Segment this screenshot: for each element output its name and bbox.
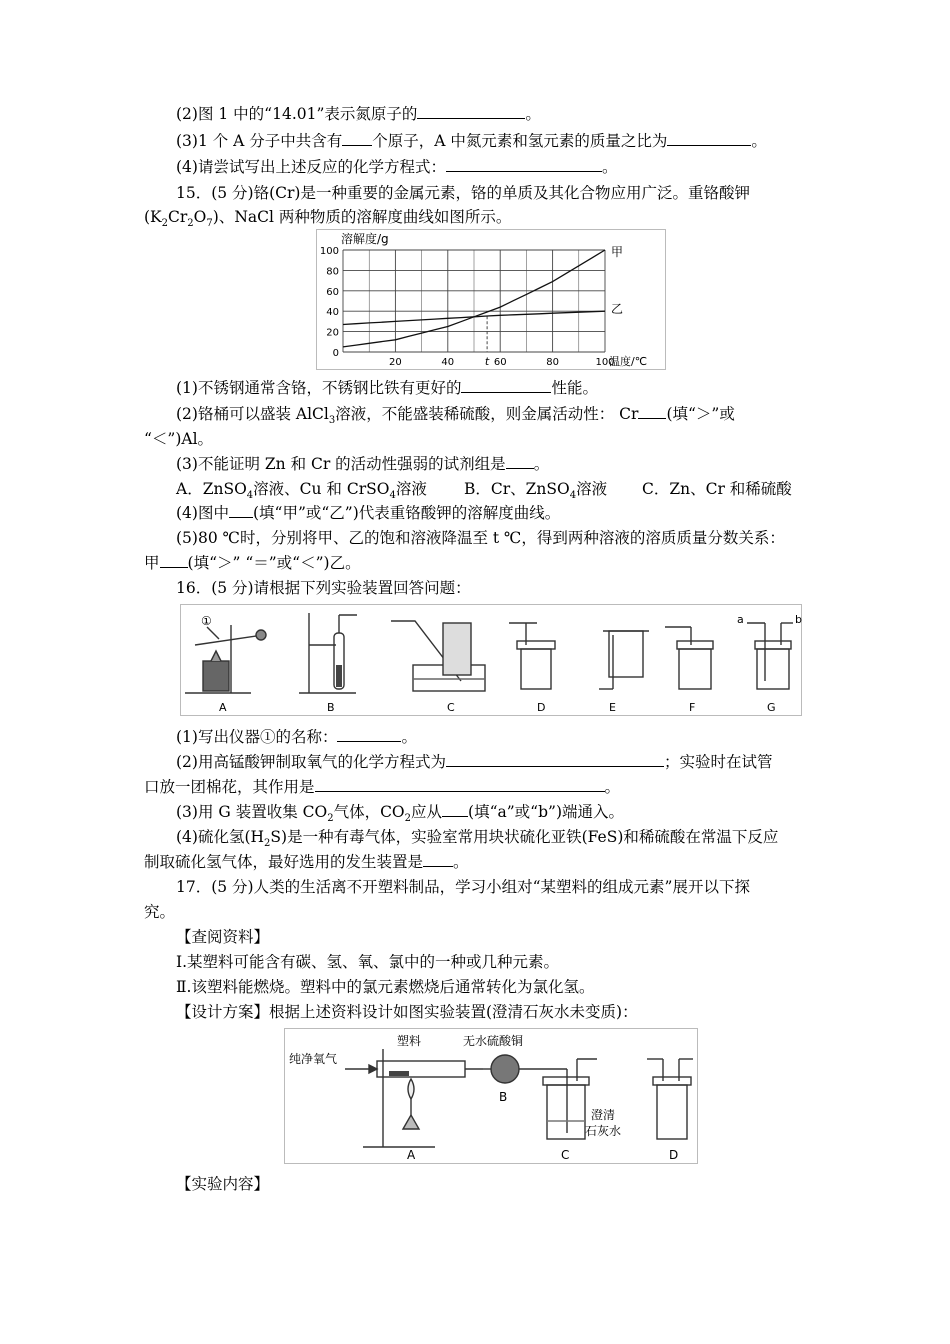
answer-blank[interactable]: [667, 131, 751, 146]
apparatus-b: [299, 613, 357, 693]
q17-info-1: Ⅰ.某塑料可能含有碳、氢、氧、氯中的一种或几种元素。: [176, 953, 560, 971]
answer-blank[interactable]: [442, 802, 468, 817]
q16-part3: (3)用 G 装置收集 $CO_2$气体，$CO_2$应从 (填“a”或“b”)端通入。: [176, 803, 624, 825]
fig-label-B: B: [499, 1090, 508, 1104]
q15-option-b: B．Cr、ZnSO$_4$溶液: [464, 480, 608, 502]
solubility-chart-svg: [317, 230, 665, 369]
legend-label-jia: 甲: [611, 245, 624, 259]
label-anhydrous-cuso4: 无水硫酸铜: [463, 1034, 524, 1048]
answer-blank[interactable]: [315, 777, 605, 792]
apparatus-d: [509, 623, 555, 689]
answer-blank[interactable]: [506, 454, 534, 469]
apparatus-g: [737, 613, 802, 689]
apparatus-e: [599, 631, 649, 689]
y-tick-label: 0: [332, 348, 339, 359]
answer-blank[interactable]: [229, 503, 253, 518]
x-tick-label: 60: [493, 357, 507, 368]
label-a: a: [737, 613, 744, 626]
label-plastic: 塑料: [397, 1034, 422, 1048]
q17-intro-line1: 17．(5 分)人类的生活离不开塑料制品，学习小组对“某塑料的组成元素”展开以下探: [176, 878, 750, 896]
q15-part4: (4)图中 (填“甲”或“乙”)代表重铬酸钾的溶解度曲线。: [176, 504, 561, 522]
q15-part1: (1)不锈钢通常含铬，不锈钢比铁有更好的 性能。: [176, 379, 598, 397]
x-axis-label: 温度/℃: [609, 355, 648, 368]
label-limewater: 石灰水: [585, 1124, 622, 1138]
chart-title: 溶解度/g: [341, 232, 389, 246]
q15-part5: (5)80 ℃时，分别将甲、乙的饱和溶液降温至 t ℃，得到两种溶液的溶质质量分数关系：: [176, 529, 785, 547]
label-pure-oxygen: 纯净氧气: [289, 1052, 338, 1066]
q15-option-c: C．Zn、Cr 和稀硫酸: [642, 480, 792, 498]
x-tick-label-t: t: [484, 355, 490, 368]
apparatus-f: [665, 627, 713, 689]
q17-heading-reference: 【查阅资料】: [176, 928, 270, 946]
q16-part4-cont: 制取硫化氢气体，最好选用的发生装置是 。: [144, 853, 469, 871]
answer-blank[interactable]: [461, 378, 551, 393]
q17-intro-line2: 究。: [144, 903, 176, 921]
y-tick-label: 40: [326, 307, 339, 319]
y-tick-label: 100: [319, 246, 339, 257]
label-G: G: [767, 701, 776, 714]
lab-apparatus-svg: [181, 605, 801, 715]
apparatus-c: [391, 621, 485, 691]
label-b: b: [795, 613, 802, 626]
x-tick-label: 80: [546, 357, 559, 368]
answer-blank[interactable]: [417, 104, 525, 119]
y-tick-label: 20: [326, 327, 339, 339]
q15-intro-line2: $(K_2Cr_2O_7)$、NaCl 两种物质的溶解度曲线如图所示。: [144, 208, 512, 230]
label-clear: 澄清: [591, 1108, 616, 1122]
x-tick-label: 40: [441, 357, 455, 368]
answer-blank[interactable]: [337, 727, 401, 742]
q14-part2: (2)图 1 中的“14.01”表示氮原子的 。: [176, 105, 541, 123]
label-E: E: [609, 701, 616, 714]
label-circle-1: ①: [201, 614, 212, 628]
q14-part3: (3)1 个 A 分子中共含有 个原子，A 中氮元素和氢元素的质量之比为 。: [176, 132, 767, 150]
q15-option-a: A．ZnSO$_4$溶液、Cu 和 CrSO$_4$溶液: [176, 480, 427, 502]
answer-blank[interactable]: [160, 553, 188, 568]
apparatus-a: [185, 614, 266, 693]
plastic-combustion-svg: [285, 1029, 697, 1163]
q15-part5-cont: 甲 (填“＞” “＝”或“＜”)乙。: [144, 554, 361, 572]
q16-part4: (4)硫化氢$(H_2S)$是一种有毒气体，实验室常用块状硫化亚铁(FeS)和稀硫酸在常温下反应: [176, 828, 779, 850]
q16-intro: 16．(5 分)请根据下列实验装置回答问题：: [176, 579, 471, 597]
fig-label-C: C: [561, 1148, 570, 1162]
q17-heading-design: 【设计方案】根据上述资料设计如图实验装置(澄清石灰水未变质)：: [176, 1003, 638, 1021]
lab-apparatus-figure: [180, 604, 802, 716]
q14-part4: (4)请尝试写出上述反应的化学方程式： 。: [176, 158, 618, 176]
q17-info-2: Ⅱ.该塑料能燃烧。塑料中的氯元素燃烧后通常转化为氯化氢。: [176, 978, 595, 996]
answer-blank[interactable]: [342, 131, 372, 146]
q15-part3: (3)不能证明 Zn 和 Cr 的活动性强弱的试剂组是 。: [176, 455, 550, 473]
solubility-chart: [316, 229, 666, 370]
y-tick-label: 80: [326, 266, 339, 278]
x-tick-label: 100: [595, 357, 615, 368]
label-C: C: [447, 701, 455, 714]
x-tick-label: 20: [389, 357, 402, 368]
answer-blank[interactable]: [446, 752, 664, 767]
plastic-combustion-figure: [284, 1028, 698, 1164]
label-D: D: [537, 701, 546, 714]
answer-blank[interactable]: [446, 157, 602, 172]
label-A: A: [219, 701, 227, 714]
q17-heading-experiment: 【实验内容】: [176, 1175, 270, 1193]
label-B: B: [327, 701, 335, 714]
q15-part2-cont: “＜”)Al。: [144, 430, 214, 448]
q16-part2-cont: 口放一团棉花，其作用是 。: [144, 778, 621, 796]
q15-intro-line1: 15．(5 分)铬(Cr)是一种重要的金属元素，铬的单质及其化合物应用广泛。重铬酸钾: [176, 184, 750, 202]
q15-part2: (2)铬桶可以盛装 AlCl$_3$溶液，不能盛装稀硫酸，则金属活动性： Cr (填“＞”或: [176, 405, 735, 427]
answer-blank[interactable]: [423, 852, 453, 867]
fig-label-A: A: [407, 1148, 416, 1162]
fig-label-D: D: [669, 1148, 679, 1162]
legend-label-yi: 乙: [611, 302, 624, 317]
answer-blank[interactable]: [638, 404, 666, 419]
y-tick-label: 60: [326, 286, 339, 298]
label-F: F: [689, 701, 696, 714]
q16-part2: (2)用高锰酸钾制取氧气的化学方程式为 ；实验时在试管: [176, 753, 773, 771]
q16-part1: (1)写出仪器①的名称： 。: [176, 728, 417, 746]
